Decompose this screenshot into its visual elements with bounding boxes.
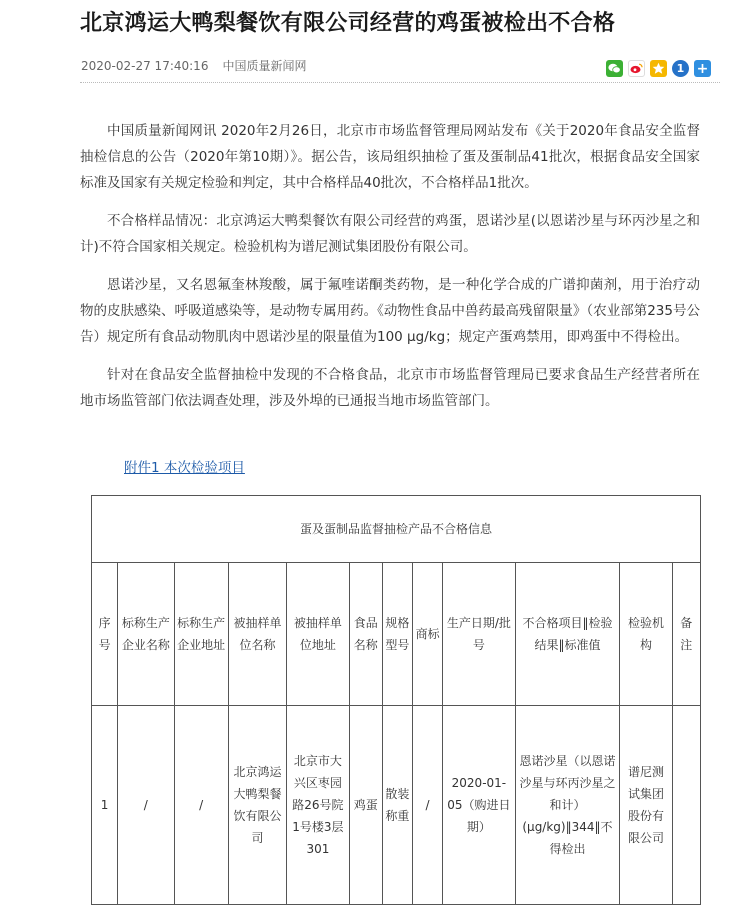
paragraph: 中国质量新闻网讯 2020年2月26日，北京市市场监督管理局网站发布《关于2020年食品安全监督抽检信息的公告（2020年第10期）》。据公告，该局组织抽检了蛋及蛋制品41批次，根据食品安全国家标准及国家有关规定检验和判定，其中合格样品40批次，不合格样品1批次。 [80, 123, 700, 191]
more-share-icon[interactable]: + [694, 60, 711, 77]
paragraph: 针对在食品安全监督抽检中发现的不合格食品，北京市市场监督管理局已要求食品生产经营者所在地市场监管部门依法调查处理，涉及外埠的已通报当地市场监管部门。 [80, 367, 700, 409]
table-header-cell: 标称生产企业名称 [118, 563, 174, 706]
table-header-cell: 商标 [412, 563, 442, 706]
paragraph: 不合格样品情况：北京鸿运大鸭梨餐饮有限公司经营的鸡蛋，恩诺沙星(以恩诺沙星与环丙沙星之和计)不符合国家相关规定。检验机构为谱尼测试集团股份有限公司。 [80, 213, 700, 255]
renren-icon[interactable]: 1 [672, 60, 689, 77]
table-header-cell: 被抽样单位地址 [287, 563, 349, 706]
header-divider [80, 82, 720, 83]
table-caption: 蛋及蛋制品监督抽检产品不合格信息 [92, 496, 701, 563]
share-toolbar [606, 60, 711, 77]
table-header-cell: 生产日期/批号 [443, 563, 515, 706]
table-header-cell: 检验机构 [620, 563, 672, 706]
table-header-cell: 标称生产企业地址 [174, 563, 228, 706]
table-cell: 散装称重 [382, 706, 412, 905]
weibo-icon[interactable] [628, 60, 645, 77]
table-header-cell: 不合格项目‖检验结果‖标准值 [515, 563, 620, 706]
table-header-cell: 规格型号 [382, 563, 412, 706]
article-title: 北京鸿运大鸭梨餐饮有限公司经营的鸡蛋被检出不合格 [80, 11, 616, 36]
article-body [80, 118, 700, 426]
table-cell: / [174, 706, 228, 905]
table-header-cell: 被抽样单位名称 [228, 563, 286, 706]
publish-datetime: 2020-02-27 17:40:16 [81, 59, 209, 73]
table-cell: 谱尼测试集团股份有限公司 [620, 706, 672, 905]
table-cell: / [412, 706, 442, 905]
attachment-link[interactable]: 附件1 本次检验项目 [124, 460, 245, 476]
table-cell: 2020-01-05（购进日期） [443, 706, 515, 905]
table-header-cell: 序号 [92, 563, 118, 706]
qzone-icon[interactable] [650, 60, 667, 77]
result-table [91, 495, 701, 905]
table-cell: 1 [92, 706, 118, 905]
table-header-row [92, 563, 701, 706]
table-cell: 恩诺沙星（以恩诺沙星与环丙沙星之和计）(μg/kg)‖344‖不得检出 [515, 706, 620, 905]
article-meta [81, 57, 306, 74]
table-cell: 北京市大兴区枣园路26号院1号楼3层301 [287, 706, 349, 905]
table-cell: / [118, 706, 174, 905]
paragraph: 恩诺沙星，又名恩氟奎林羧酸，属于氟喹诺酮类药物，是一种化学合成的广谱抑菌剂，用于治疗动物的皮肤感染、呼吸道感染等，是动物专属用药。《动物性食品中兽药最高残留限量》（农业部第235号公告）规定所有食品动物肌肉中恩诺沙星的限量值为100 μg/kg；规定产蛋鸡禁用，即鸡蛋中不得检出。 [80, 277, 700, 345]
table-cell: 鸡蛋 [349, 706, 382, 905]
table-header-cell: 备注 [672, 563, 700, 706]
article-source[interactable]: 中国质量新闻网 [222, 59, 307, 73]
table-cell: 北京鸿运大鸭梨餐饮有限公司 [228, 706, 286, 905]
table-cell [672, 706, 700, 905]
table-header-cell: 食品名称 [349, 563, 382, 706]
table-row [92, 706, 701, 905]
wechat-icon[interactable] [606, 60, 623, 77]
